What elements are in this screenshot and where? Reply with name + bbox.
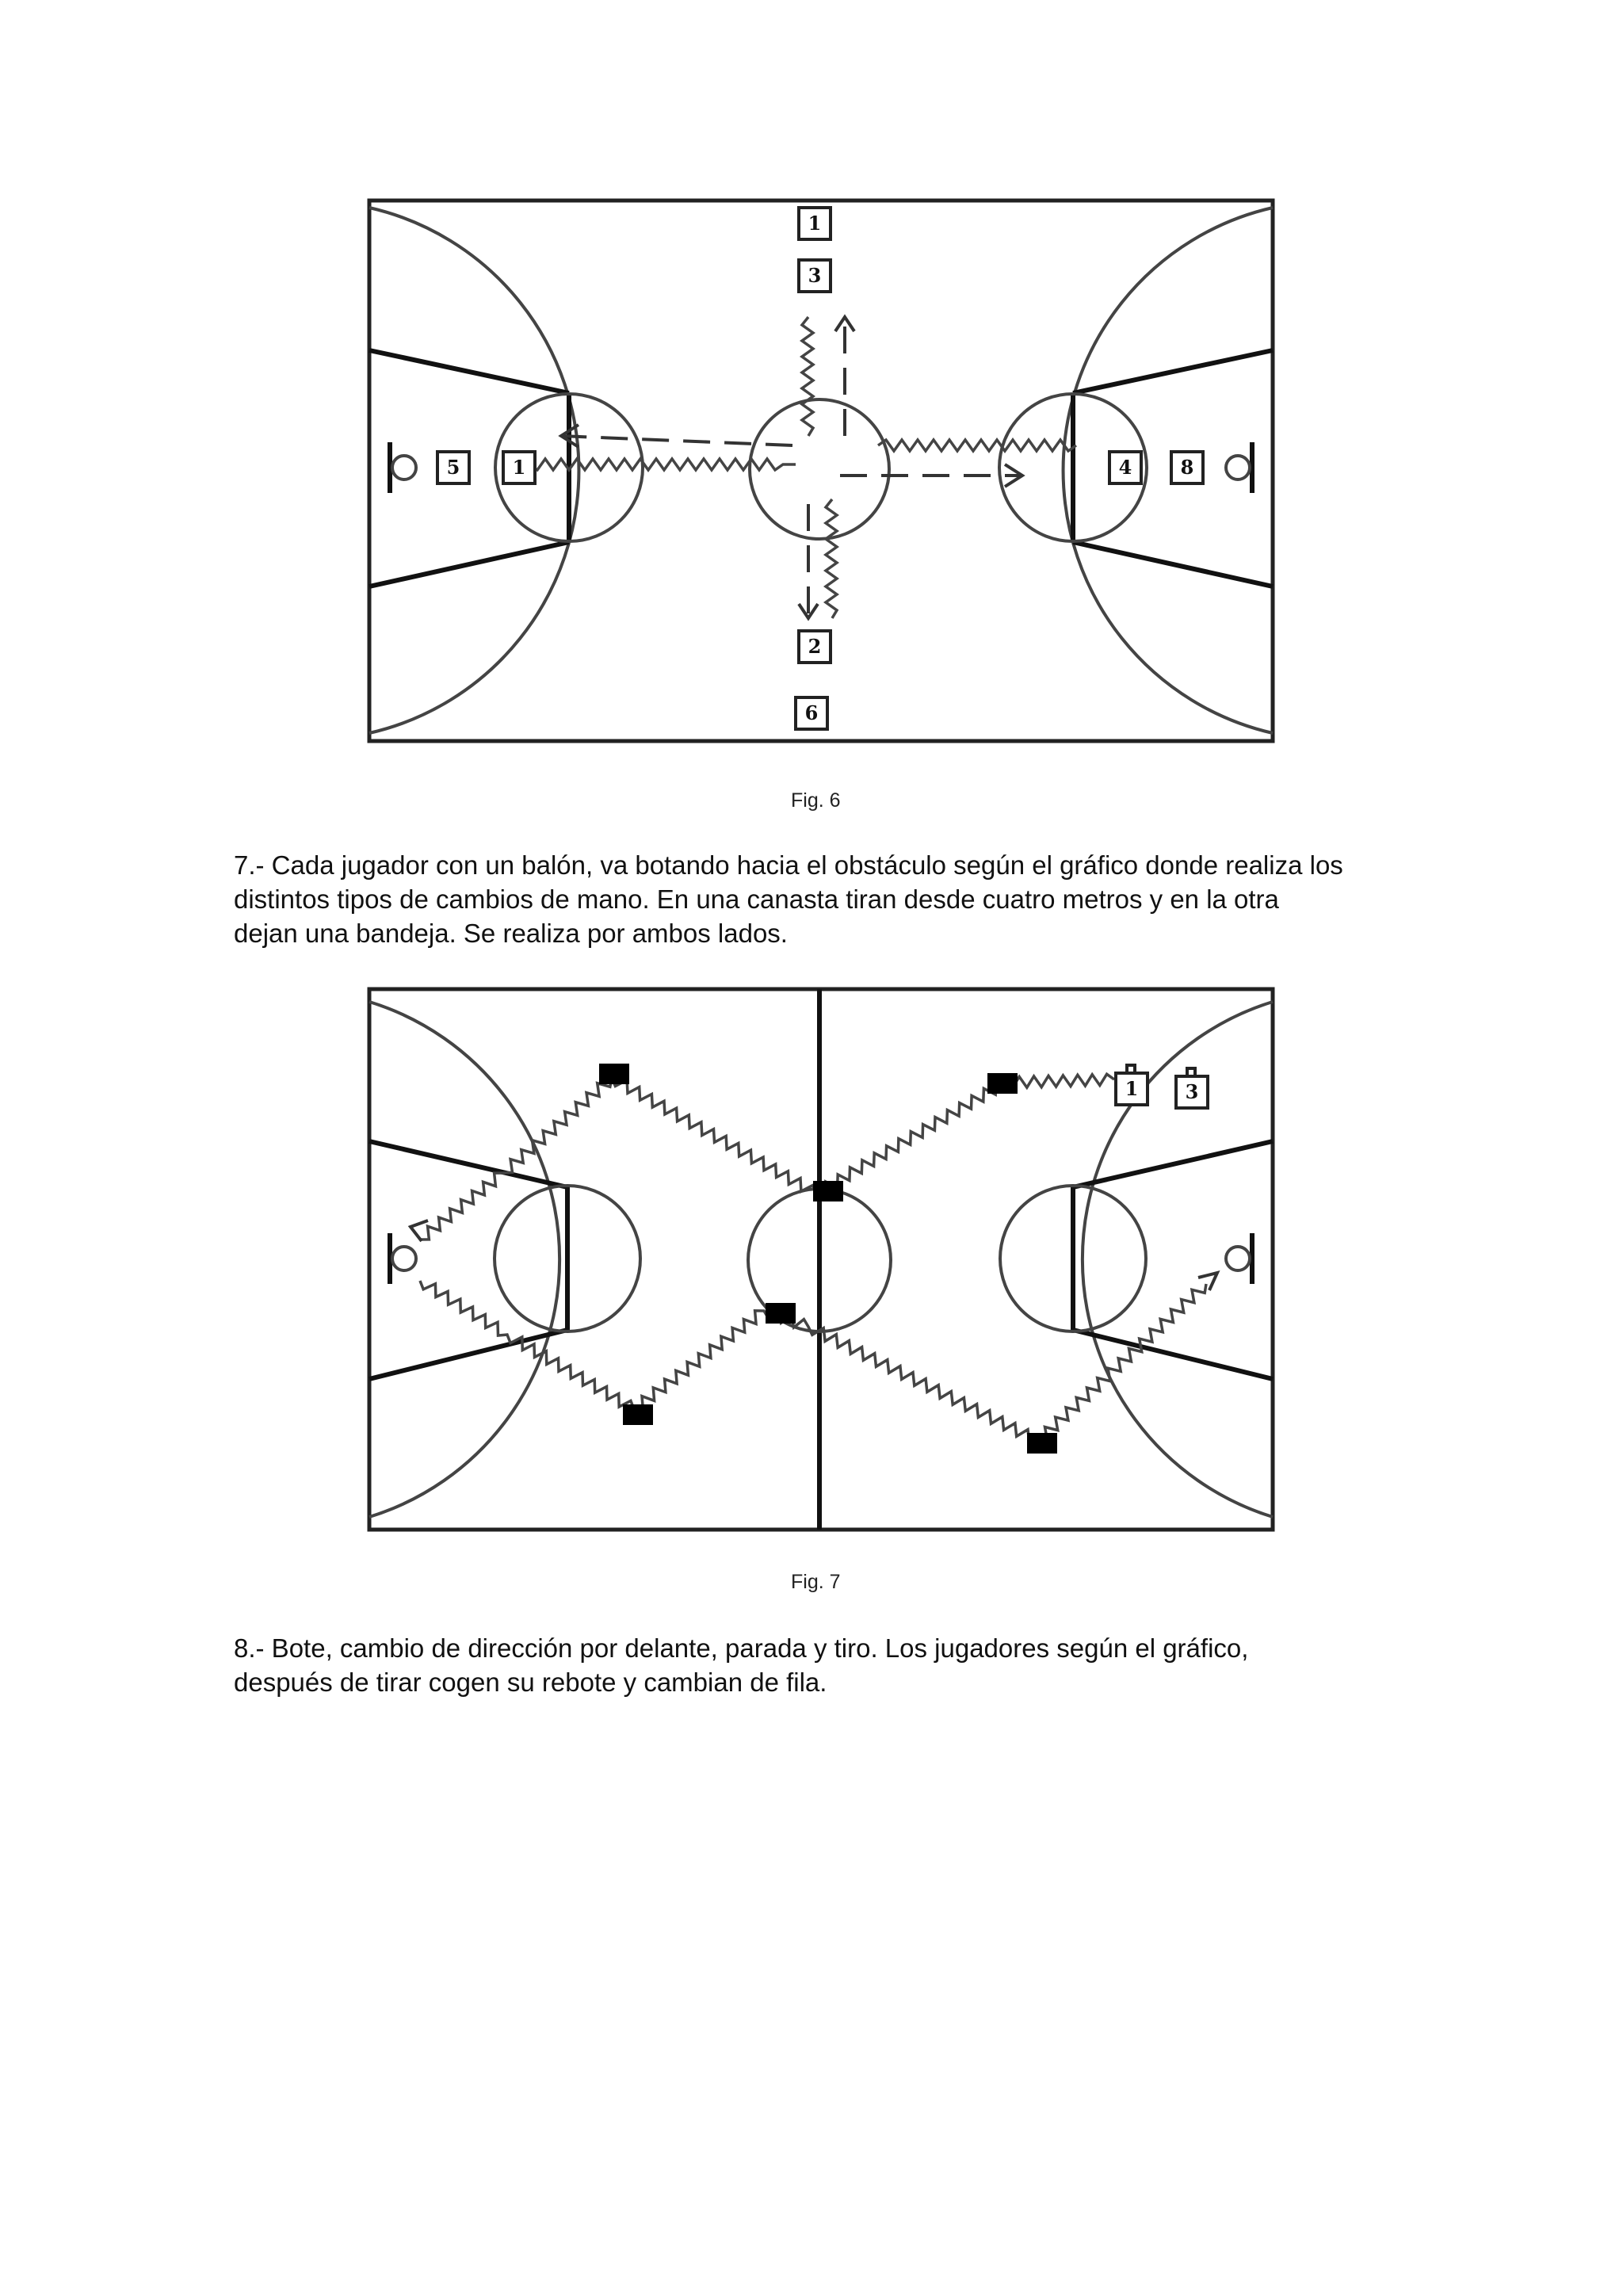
right-lane-top bbox=[1073, 1141, 1273, 1187]
shot-arrow-left bbox=[411, 1221, 428, 1241]
center-circle bbox=[750, 399, 889, 539]
right-hoop bbox=[1226, 456, 1250, 479]
left-lane-top bbox=[369, 1141, 567, 1187]
player-box-1 bbox=[1116, 1065, 1148, 1105]
left-lane-bottom bbox=[369, 542, 569, 586]
paragraph-8-line-1: 8.- Bote, cambio de dirección por delante, parada y tiro. Los jugadores según el gráfico, bbox=[234, 1633, 1249, 1663]
right-lane-bottom bbox=[1073, 1330, 1273, 1379]
player-number: 3 bbox=[1185, 1080, 1199, 1103]
right-lane-top bbox=[1073, 350, 1273, 393]
player-number: 8 bbox=[1180, 456, 1194, 479]
player-box-3 bbox=[1176, 1068, 1208, 1108]
right-three-point-arc bbox=[1064, 208, 1273, 733]
dribble-path-top bbox=[802, 317, 813, 436]
player-box-5-left bbox=[437, 452, 469, 483]
court-7-svg bbox=[365, 986, 1277, 1533]
dribble-paths bbox=[420, 1074, 1206, 1442]
player-box-2-bottom bbox=[799, 631, 831, 663]
player-number: 1 bbox=[808, 212, 822, 235]
figure-6-caption: Fig. 6 bbox=[791, 789, 841, 812]
left-three-point-arc bbox=[369, 1002, 559, 1517]
paragraph-8 bbox=[234, 1631, 1248, 1699]
cone-obstacle bbox=[813, 1181, 843, 1201]
paragraph-7 bbox=[234, 848, 1343, 950]
player-box-6-bottom bbox=[796, 697, 827, 729]
paragraph-7-line-1: 7.- Cada jugador con un balón, va botando hacia el obstáculo según el gráfico donde realiza los bbox=[234, 850, 1343, 880]
figure-7-court-diagram bbox=[365, 986, 1277, 1533]
paragraph-7-line-3: dejan una bandeja. Se realiza por ambos lados. bbox=[234, 919, 788, 948]
player-number: 5 bbox=[446, 456, 460, 479]
dribble-path-bottom bbox=[826, 499, 837, 618]
paragraph-8-line-2: después de tirar cogen su rebote y cambian de fila. bbox=[234, 1668, 827, 1697]
left-lane-top bbox=[369, 350, 569, 393]
shot-arrow-right bbox=[1198, 1273, 1217, 1290]
cone-obstacle bbox=[987, 1073, 1018, 1094]
figure-7-caption: Fig. 7 bbox=[791, 1571, 841, 1593]
player-box-3-top bbox=[799, 260, 831, 292]
cone-obstacle bbox=[623, 1404, 653, 1425]
player-box-1-top bbox=[799, 208, 831, 239]
player-box-8-right bbox=[1171, 452, 1203, 483]
left-hoop bbox=[392, 456, 416, 479]
cone-obstacle bbox=[1027, 1433, 1057, 1454]
player-box-1-left bbox=[503, 452, 535, 483]
right-lane-bottom bbox=[1073, 542, 1273, 586]
court-6-svg bbox=[365, 198, 1277, 745]
player-number: 6 bbox=[804, 701, 819, 724]
figure-6-court-diagram bbox=[365, 198, 1277, 745]
player-number: 3 bbox=[808, 264, 822, 287]
dribble-path-right bbox=[878, 440, 1076, 451]
right-hoop bbox=[1226, 1247, 1250, 1270]
player-number: 4 bbox=[1118, 456, 1132, 479]
left-three-point-arc bbox=[369, 208, 579, 733]
cone-obstacle bbox=[766, 1303, 796, 1324]
dribble-path-top bbox=[420, 1074, 1114, 1240]
player-box-4-right bbox=[1109, 452, 1141, 483]
player-number: 1 bbox=[1125, 1077, 1139, 1100]
player-number: 1 bbox=[512, 456, 526, 479]
paragraph-7-line-2: distintos tipos de cambios de mano. En una canasta tiran desde cuatro metros y en la otra bbox=[234, 884, 1279, 914]
cone-obstacle bbox=[599, 1064, 629, 1084]
player-number: 2 bbox=[808, 635, 822, 658]
left-hoop bbox=[392, 1247, 416, 1270]
